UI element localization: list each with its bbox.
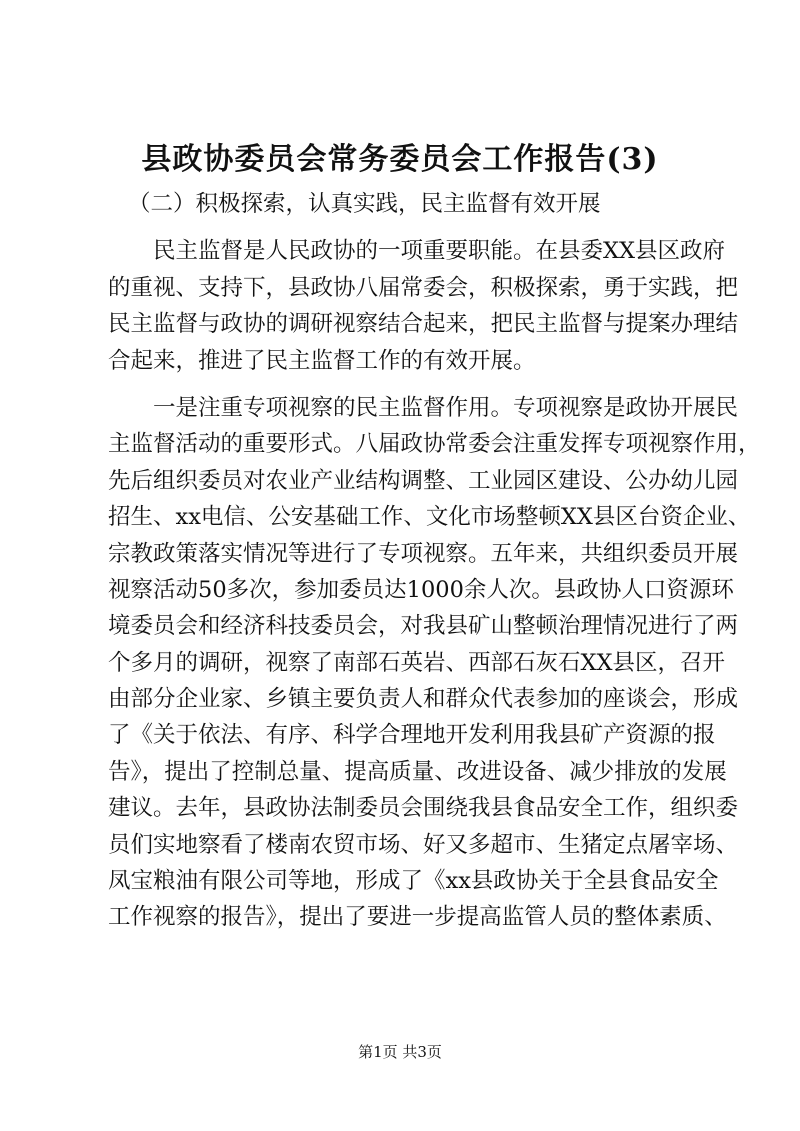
document-title: 县政协委员会常务委员会工作报告(3) <box>141 142 659 177</box>
paragraph-line: 了《关于依法、有序、科学合理地开发利用我县矿产资源的报 <box>108 722 716 749</box>
paragraph-line: 建议。去年，县政协法制委员会围绕我县食品安全工作，组织委 <box>108 795 739 822</box>
paragraph-line: 视察活动50多次，参加委员达1000余人次。县政协人口资源环 <box>108 576 734 603</box>
paragraph-line: 由部分企业家、乡镇主要负责人和群众代表参加的座谈会，形成 <box>108 686 739 713</box>
paragraph-line: 告》，提出了控制总量、提高质量、改进设备、减少排放的发展 <box>108 758 727 785</box>
page-footer: 第1页 共3页 <box>358 1043 442 1061</box>
paragraph-line: 主监督活动的重要形式。八届政协常委会注重发挥专项视察作用， <box>108 431 761 458</box>
paragraph-line: 合起来，推进了民主监督工作的有效开展。 <box>108 347 536 374</box>
paragraph-line: 民主监督是人民政协的一项重要职能。在县委XX县区政府 <box>153 238 726 265</box>
paragraph-line: 一是注重专项视察的民主监督作用。专项视察是政协开展民 <box>153 394 739 421</box>
paragraph-line: 个多月的调研，视察了南部石英岩、西部石灰石XX县区，召开 <box>108 649 726 676</box>
paragraph-line: 的重视、支持下，县政协八届常委会，积极探索，勇于实践，把 <box>108 274 739 301</box>
paragraph-1 <box>108 233 739 379</box>
paragraph-line: 凤宝粮油有限公司等地，形成了《xx县政协关于全县食品安全 <box>108 868 719 895</box>
paragraph-line: 员们实地察看了楼南农贸市场、好又多超市、生猪定点屠宰场、 <box>108 831 739 858</box>
paragraph-line: 先后组织委员对农业产业结构调整、工业园区建设、公办幼儿园 <box>108 467 739 494</box>
section-heading: （二）积极探索，认真实践，民主监督有效开展 <box>128 191 601 217</box>
paragraph-line: 民主监督与政协的调研视察结合起来，把民主监督与提案办理结 <box>108 311 739 338</box>
paragraph-line: 境委员会和经济科技委员会，对我县矿山整顿治理情况进行了两 <box>108 613 739 640</box>
paragraph-line: 宗教政策落实情况等进行了专项视察。五年来，共组织委员开展 <box>108 540 739 567</box>
document-body <box>108 186 761 936</box>
paragraph-2 <box>108 390 761 936</box>
paragraph-line: 招生、xx电信、公安基础工作、文化市场整顿XX县区台资企业、 <box>108 504 751 531</box>
paragraph-line: 工作视察的报告》，提出了要进一步提高监管人员的整体素质、 <box>108 904 727 931</box>
